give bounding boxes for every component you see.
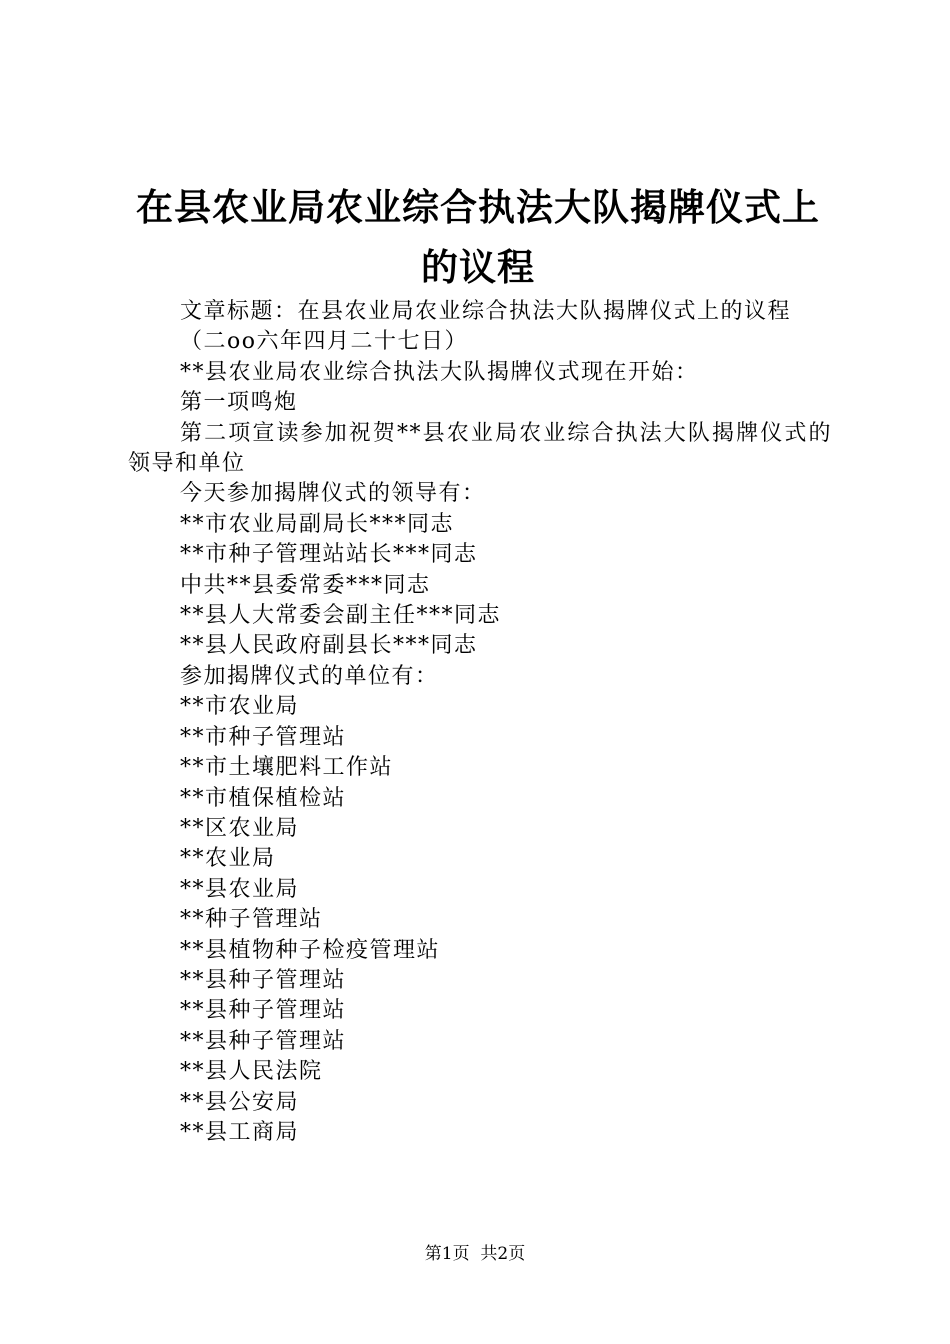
paragraph-leaders-heading: 今天参加揭牌仪式的领导有： [180,481,486,507]
list-item-unit: **市植保植检站 [180,785,347,811]
list-item-unit: **县人民法院 [180,1059,323,1085]
list-item-leader: **市农业局副局长***同志 [180,511,455,537]
list-item-unit: **县公安局 [180,1089,300,1115]
list-item-leader: **县人民政府副县长***同志 [180,633,478,659]
list-item-unit: **农业局 [180,846,276,872]
list-item-unit: **种子管理站 [180,907,323,933]
list-item-unit: **县农业局 [180,876,300,902]
list-item-leader: **县人大常委会副主任***同志 [180,603,502,629]
paragraph-date: （二oo六年四月二十七日） [180,329,468,355]
list-item-unit: **县种子管理站 [180,1028,347,1054]
list-item-leader: 中共**县委常委***同志 [180,572,431,598]
page-number: 第1页 [424,1244,470,1264]
page-footer [0,1243,950,1265]
document-title: 在县农业局农业综合执法大队揭牌仪式上的议程 [136,186,820,289]
list-item-unit: **市土壤肥料工作站 [180,755,394,781]
page-total: 共2页 [480,1244,526,1264]
list-item-unit: **县植物种子检疫管理站 [180,937,441,963]
paragraph-units-heading: 参加揭牌仪式的单位有： [180,663,439,689]
list-item-unit: **县种子管理站 [180,998,347,1024]
paragraph-item-2: 第二项宣读参加祝贺**县农业局农业综合执法大队揭牌仪式的领导和单位 [128,420,832,477]
list-item-unit: **市种子管理站 [180,724,347,750]
list-item-leader: **市种子管理站站长***同志 [180,542,478,568]
list-item-unit: **县种子管理站 [180,967,347,993]
paragraph-article-title: 文章标题：在县农业局农业综合执法大队揭牌仪式上的议程 [180,299,792,324]
list-item-unit: **区农业局 [180,815,300,841]
document-body [128,297,832,1148]
list-item-unit: **县工商局 [180,1119,300,1145]
paragraph-opening: **县农业局农业综合执法大队揭牌仪式现在开始： [180,359,699,385]
paragraph-item-1: 第一项鸣炮 [180,390,298,416]
list-item-unit: **市农业局 [180,694,300,720]
